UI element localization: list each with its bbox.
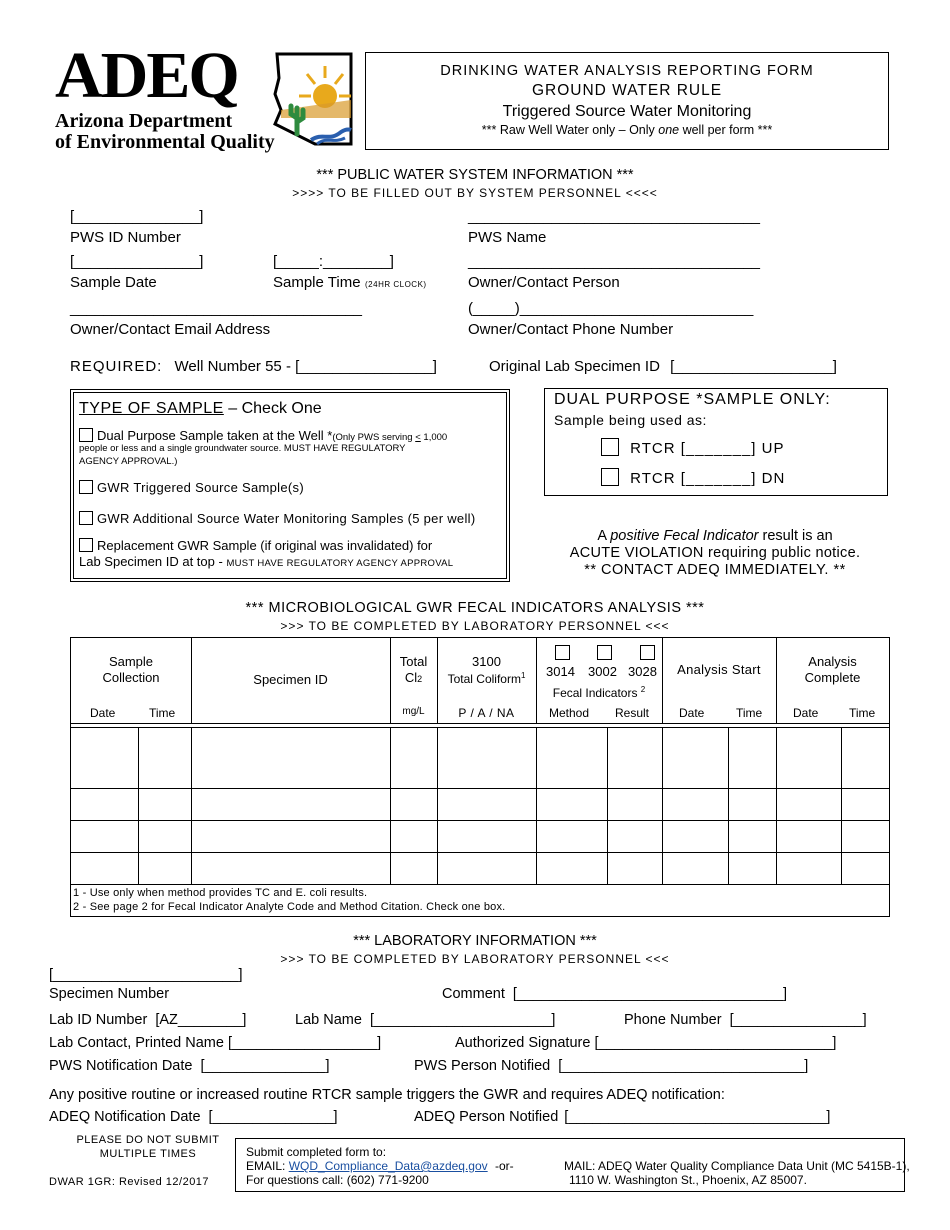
col-pana: P / A / NA: [458, 706, 515, 720]
col-specimen-id: Specimen ID: [253, 672, 328, 687]
pws-notification-date-field[interactable]: [_______________]: [200, 1058, 330, 1074]
col-complete-date: Date: [793, 706, 819, 720]
replacement-checkbox[interactable]: [79, 538, 93, 552]
sample-time-field[interactable]: [_____:________]: [273, 253, 394, 270]
sample-type-option-additional[interactable]: GWR Additional Source Water Monitoring Samples (5 per well): [79, 511, 475, 526]
col-collection-time: Time: [149, 706, 176, 720]
col-total-coliform: Total Coliform$^1$: [447, 671, 526, 686]
col-analysis-start: Analysis Start: [677, 662, 761, 677]
dual-purpose-note-2: people or less and a single groundwater source. MUST HAVE REGULATORY: [79, 443, 406, 454]
col-analysis: Analysis: [808, 654, 857, 669]
sample-type-option-replacement[interactable]: Replacement GWR Sample (if original was invalidated) for: [79, 538, 432, 553]
lab-phone-row: Phone Number [________________]: [624, 1012, 867, 1028]
table-row[interactable]: [71, 821, 889, 852]
pws-name-label: PWS Name: [468, 229, 547, 246]
pws-id-field[interactable]: [_______________]: [70, 208, 204, 225]
col-sample: Sample: [108, 654, 154, 669]
lab-name-row: Lab Name [______________________]: [295, 1012, 556, 1028]
sample-type-title-suffix: – Check One: [223, 400, 322, 417]
sample-time-note: (24HR CLOCK): [365, 280, 427, 289]
replacement-line-2: Lab Specimen ID at top - MUST HAVE REGULATORY AGENCY APPROVAL: [79, 554, 454, 569]
submit-mail: MAIL: ADEQ Water Quality Compliance Data Unit (MC 5415B-1),: [564, 1159, 910, 1173]
notice-line-2: ACUTE VIOLATION requiring public notice.: [569, 545, 861, 561]
table-row[interactable]: [71, 728, 889, 788]
method-3014-checkbox[interactable]: [555, 645, 570, 660]
rtcr-up-option[interactable]: RTCR [_______] UP: [601, 438, 784, 457]
form-note: *** Raw Well Water only – Only one well per form ***: [481, 123, 773, 137]
adeq-person-field[interactable]: [________________________________]: [564, 1109, 831, 1125]
col-start-time: Time: [736, 706, 763, 720]
adeq-date-field[interactable]: [_______________]: [208, 1109, 338, 1125]
revision-label: DWAR 1GR: Revised 12/2017: [49, 1176, 210, 1188]
required-label: REQUIRED:: [70, 358, 163, 375]
col-result: Result: [615, 706, 650, 720]
lab-section-title: *** LABORATORY INFORMATION ***: [353, 933, 597, 949]
rtcr-dn-checkbox[interactable]: [601, 468, 619, 486]
lab-contact-field[interactable]: [__________________]: [227, 1035, 382, 1051]
dual-purpose-title: DUAL PURPOSE *SAMPLE ONLY:: [554, 391, 831, 408]
col-method: Method: [549, 706, 590, 720]
sample-time-label: Sample Time: [273, 274, 361, 291]
adeq-person-row: ADEQ Person Notified [________________________________]: [414, 1109, 831, 1125]
sample-type-option-triggered[interactable]: GWR Triggered Source Sample(s): [79, 480, 304, 495]
lab-section-subtitle: >>> TO BE COMPLETED BY LABORATORY PERSONNEL <<<: [280, 952, 670, 966]
sample-type-title-row: [79, 400, 322, 418]
email-link[interactable]: WQD_Compliance_Data@azdeq.gov: [288, 1159, 488, 1173]
signature-row: Authorized Signature [_____________________________]: [455, 1035, 837, 1051]
pws-notification-date-row: PWS Notification Date [_______________]: [49, 1058, 330, 1074]
adeq-date-row: ADEQ Notification Date [_______________]: [49, 1109, 338, 1125]
col-complete: Complete: [804, 670, 861, 685]
adeq-notice: Any positive routine or increased routine RTCR sample triggers the GWR and requires ADEQ notification:: [49, 1087, 725, 1103]
signature-field[interactable]: [_____________________________]: [594, 1035, 837, 1051]
orig-lab-specimen-row: [489, 358, 837, 375]
adeq-logo: [55, 39, 355, 154]
rtcr-up-checkbox[interactable]: [601, 438, 619, 456]
dual-purpose-subtitle: Sample being used as:: [554, 412, 707, 428]
col-start-date: Date: [679, 706, 705, 720]
col-fecal-indicators: Fecal Indicators $^2$: [552, 685, 646, 700]
col-collection-date: Date: [90, 706, 116, 720]
sample-date-label: Sample Date: [70, 274, 157, 291]
lab-id-field[interactable]: [AZ________]: [155, 1012, 247, 1028]
owner-email-field[interactable]: ___________________________________: [70, 300, 362, 317]
method-3028-checkbox[interactable]: [640, 645, 655, 660]
sample-date-field[interactable]: [_______________]: [70, 253, 204, 270]
triggered-source-checkbox[interactable]: [79, 480, 93, 494]
well-number-label: Well Number 55 -: [174, 358, 291, 375]
form-rule-name: GROUND WATER RULE: [531, 82, 723, 99]
lab-name-field[interactable]: [______________________]: [369, 1012, 556, 1028]
orig-lab-specimen-label: Original Lab Specimen ID: [489, 358, 660, 375]
pws-name-field[interactable]: ___________________________________: [468, 208, 760, 225]
required-row: [70, 358, 437, 375]
pws-section-subtitle: >>>> TO BE FILLED OUT BY SYSTEM PERSONNEL <<<<: [292, 186, 658, 200]
submit-box: [235, 1138, 910, 1192]
footnote-1: 1 - Use only when method provides TC and E. coli results.: [73, 887, 368, 899]
sample-time-label-group: [273, 274, 427, 292]
no-submit-line-1: PLEASE DO NOT SUBMIT: [76, 1134, 220, 1146]
sample-type-title: TYPE OF SAMPLE: [79, 400, 224, 417]
arizona-state-icon: [267, 48, 357, 148]
no-submit-line-2: MULTIPLE TIMES: [99, 1148, 197, 1160]
owner-phone-label: Owner/Contact Phone Number: [468, 321, 674, 338]
submit-call: For questions call: (602) 771-9200: [246, 1173, 429, 1187]
table-row[interactable]: [71, 853, 889, 884]
sample-type-option-dual[interactable]: Dual Purpose Sample taken at the Well *(Only PWS serving < 1,000: [79, 428, 447, 443]
owner-phone-field[interactable]: (_____)____________________________: [468, 300, 754, 317]
col-total: Total: [399, 654, 428, 669]
col-method-3002: 3002: [588, 664, 617, 679]
micro-section-title: *** MICROBIOLOGICAL GWR FECAL INDICATORS ANALYSIS ***: [245, 600, 705, 616]
col-collection: Collection: [102, 670, 160, 685]
micro-section-subtitle: >>> TO BE COMPLETED BY LABORATORY PERSONNEL <<<: [280, 619, 670, 633]
method-3002-checkbox[interactable]: [597, 645, 612, 660]
owner-email-label: Owner/Contact Email Address: [70, 321, 271, 338]
form-header-box: [365, 52, 889, 150]
lab-phone-field[interactable]: [________________]: [729, 1012, 867, 1028]
dual-purpose-box: [544, 388, 888, 496]
col-complete-time: Time: [849, 706, 876, 720]
comment-row: Comment [_________________________________]: [442, 986, 788, 1002]
pws-section-title: *** PUBLIC WATER SYSTEM INFORMATION ***: [316, 167, 634, 183]
well-number-field[interactable]: [________________]: [295, 358, 437, 375]
col-method-3014: 3014: [546, 664, 575, 679]
comment-field[interactable]: [_________________________________]: [512, 986, 788, 1002]
logo-wordmark: ADEQ: [55, 39, 238, 112]
dual-purpose-note-3: AGENCY APPROVAL.): [79, 456, 178, 467]
sample-type-box: [70, 389, 510, 582]
logo-line-1: Arizona Department: [55, 110, 233, 132]
submit-address: 1110 W. Washington St., Phoenix, AZ 85007.: [569, 1173, 807, 1187]
submit-title: Submit completed form to:: [246, 1145, 387, 1159]
lab-contact-row: Lab Contact, Printed Name [__________________]: [49, 1035, 382, 1051]
dual-purpose-checkbox[interactable]: [79, 428, 93, 442]
table-row[interactable]: [71, 789, 889, 820]
col-method-3028: 3028: [628, 664, 657, 679]
owner-contact-field[interactable]: ___________________________________: [468, 253, 760, 270]
form-title: DRINKING WATER ANALYSIS REPORTING FORM: [440, 63, 814, 79]
pws-person-field[interactable]: [______________________________]: [558, 1058, 809, 1074]
lab-id-row: Lab ID Number [AZ________]: [49, 1012, 247, 1028]
col-3100: 3100: [472, 654, 501, 669]
pws-person-row: PWS Person Notified [______________________________]: [414, 1058, 809, 1074]
col-cl2: Cl2: [404, 670, 423, 685]
additional-monitoring-checkbox[interactable]: [79, 511, 93, 525]
col-mgl: mg/L: [402, 706, 425, 717]
submit-email-row: EMAIL: WQD_Compliance_Data@azdeq.gov -or-: [246, 1159, 514, 1173]
micro-table: [70, 637, 890, 917]
logo-line-2: of Environmental Quality: [55, 131, 275, 153]
pws-id-label: PWS ID Number: [70, 229, 181, 246]
footnote-2: 2 - See page 2 for Fecal Indicator Analyte Code and Method Citation. Check one box.: [73, 901, 506, 913]
specimen-number-field[interactable]: [_______________________]: [49, 967, 243, 983]
orig-lab-specimen-field[interactable]: [___________________]: [670, 358, 837, 375]
rtcr-dn-option[interactable]: RTCR [_______] DN: [601, 468, 785, 487]
notice-line-3: ** CONTACT ADEQ IMMEDIATELY. **: [584, 562, 846, 578]
owner-contact-label: Owner/Contact Person: [468, 274, 620, 291]
specimen-number-label: Specimen Number: [49, 986, 170, 1002]
form-subtitle: Triggered Source Water Monitoring: [502, 103, 752, 120]
